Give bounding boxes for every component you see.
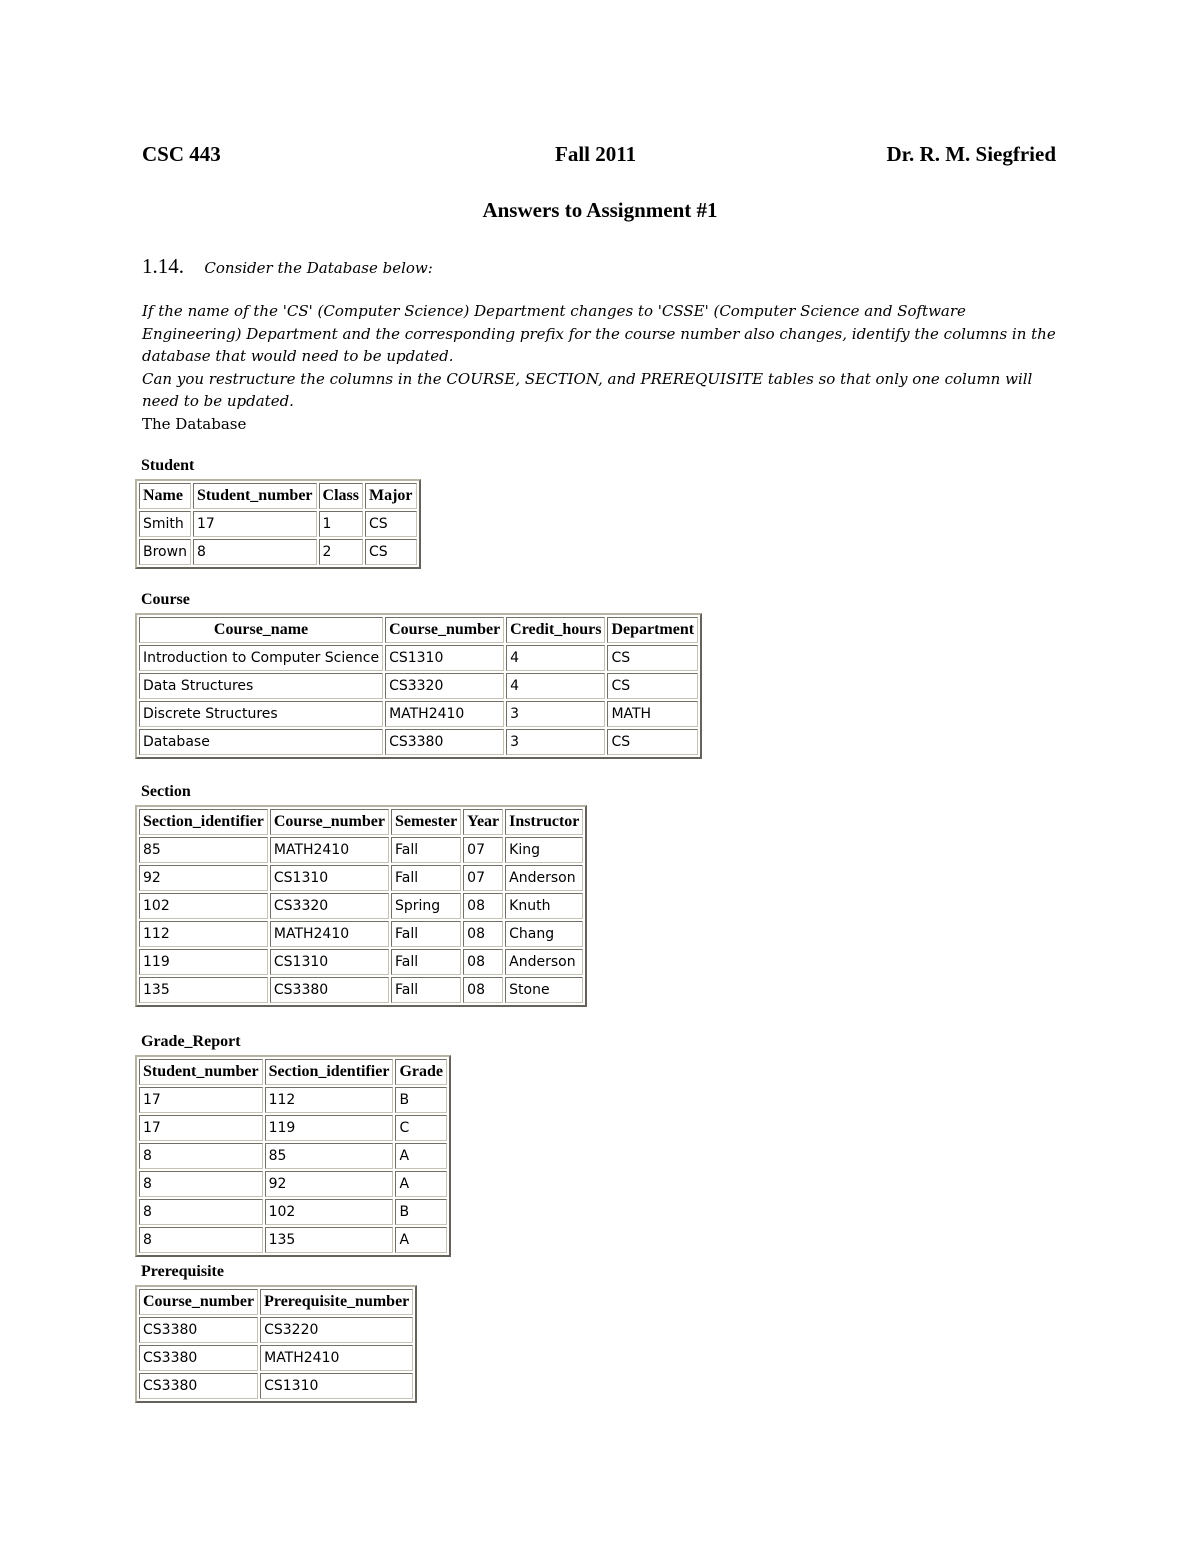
table-cell: C <box>395 1115 447 1141</box>
table-cell: CS <box>365 539 417 565</box>
table-cell: King <box>505 837 583 863</box>
prerequisite-table-label: Prerequisite <box>141 1263 224 1280</box>
table-row <box>139 645 698 671</box>
column-header: Section_identifier <box>139 809 268 835</box>
table-cell: 119 <box>265 1115 394 1141</box>
table-row <box>139 701 698 727</box>
column-header: Student_number <box>139 1059 263 1085</box>
table-cell: Spring <box>391 893 461 919</box>
column-header: Course_number <box>270 809 389 835</box>
column-header: Semester <box>391 809 461 835</box>
table-cell: 119 <box>139 949 268 975</box>
table-cell: CS <box>607 645 698 671</box>
table-cell: 4 <box>506 673 605 699</box>
table-cell: 1 <box>319 511 363 537</box>
column-header: Course_name <box>139 617 383 643</box>
table-cell: A <box>395 1227 447 1253</box>
column-header: Department <box>607 617 698 643</box>
table-cell: Fall <box>391 977 461 1003</box>
table-cell: Knuth <box>505 893 583 919</box>
table-cell: Fall <box>391 921 461 947</box>
table-row <box>139 1227 447 1253</box>
course-table <box>135 613 702 759</box>
table-cell: MATH2410 <box>385 701 504 727</box>
table-row <box>139 977 583 1003</box>
table-cell: 17 <box>193 511 317 537</box>
table-cell: 112 <box>139 921 268 947</box>
table-row <box>139 1373 413 1399</box>
column-header: Credit_hours <box>506 617 605 643</box>
student-table-label: Student <box>141 457 195 474</box>
table-cell: CS3380 <box>139 1345 258 1371</box>
column-header: Name <box>139 483 191 509</box>
column-header: Student_number <box>193 483 317 509</box>
student-table <box>135 479 421 569</box>
table-header-row <box>139 1059 447 1085</box>
term: Fall 2011 <box>555 142 637 166</box>
table-header-row <box>139 483 417 509</box>
grade-report-table-label: Grade_Report <box>141 1033 241 1050</box>
table-cell: B <box>395 1199 447 1225</box>
table-cell: Anderson <box>505 949 583 975</box>
table-cell: CS3380 <box>270 977 389 1003</box>
table-cell: 08 <box>463 893 503 919</box>
table-cell: 07 <box>463 865 503 891</box>
table-cell: CS1310 <box>270 865 389 891</box>
table-row <box>139 539 417 565</box>
table-cell: Fall <box>391 865 461 891</box>
table-cell: CS1310 <box>270 949 389 975</box>
grade-report-table <box>135 1055 451 1257</box>
table-cell: Fall <box>391 837 461 863</box>
table-cell: 8 <box>139 1199 263 1225</box>
question-line <box>142 254 433 279</box>
table-cell: 8 <box>139 1227 263 1253</box>
table-cell: Fall <box>391 949 461 975</box>
table-header-row <box>139 1289 413 1315</box>
table-cell: 8 <box>193 539 317 565</box>
table-cell: CS3380 <box>139 1317 258 1343</box>
question-paragraph-2: Can you restructure the columns in the COURSE, SECTION, and PREREQUISITE tables so that only one column will need to be updated. <box>142 369 1033 410</box>
question-number: 1.14. <box>142 254 184 278</box>
table-row <box>139 1143 447 1169</box>
table-cell: CS3380 <box>385 729 504 755</box>
table-row <box>139 1317 413 1343</box>
table-cell: 102 <box>139 893 268 919</box>
table-cell: Stone <box>505 977 583 1003</box>
table-cell: CS <box>607 673 698 699</box>
table-cell: 3 <box>506 701 605 727</box>
table-cell: 8 <box>139 1143 263 1169</box>
instructor-name: Dr. R. M. Siegfried <box>886 142 1056 166</box>
table-cell: 17 <box>139 1115 263 1141</box>
table-cell: 8 <box>139 1171 263 1197</box>
question-paragraph-1: If the name of the 'CS' (Computer Science) Department changes to 'CSSE' (Computer Science and Software Engineering) Department and the corresponding prefix for the course number also changes, identify the columns in the database that would need to be updated. <box>142 302 1056 365</box>
table-cell: CS3320 <box>385 673 504 699</box>
table-cell: CS3320 <box>270 893 389 919</box>
table-row <box>139 729 698 755</box>
column-header: Course_number <box>139 1289 258 1315</box>
table-cell: A <box>395 1171 447 1197</box>
table-cell: 85 <box>265 1143 394 1169</box>
table-cell: 2 <box>319 539 363 565</box>
table-cell: 17 <box>139 1087 263 1113</box>
table-cell: CS1310 <box>260 1373 413 1399</box>
section-table <box>135 805 587 1007</box>
table-cell: 112 <box>265 1087 394 1113</box>
table-row <box>139 837 583 863</box>
table-row <box>139 511 417 537</box>
table-cell: 135 <box>139 977 268 1003</box>
table-cell: 08 <box>463 921 503 947</box>
table-cell: Smith <box>139 511 191 537</box>
table-cell: Discrete Structures <box>139 701 383 727</box>
table-row <box>139 1115 447 1141</box>
table-row <box>139 1199 447 1225</box>
table-cell: 07 <box>463 837 503 863</box>
column-header: Prerequisite_number <box>260 1289 413 1315</box>
table-row <box>139 1087 447 1113</box>
table-cell: CS <box>365 511 417 537</box>
table-cell: Anderson <box>505 865 583 891</box>
column-header: Section_identifier <box>265 1059 394 1085</box>
table-cell: A <box>395 1143 447 1169</box>
column-header: Year <box>463 809 503 835</box>
table-cell: CS3380 <box>139 1373 258 1399</box>
database-intro: The Database <box>142 414 247 433</box>
page-title: Answers to Assignment #1 <box>482 198 718 222</box>
table-cell: 102 <box>265 1199 394 1225</box>
table-row <box>139 949 583 975</box>
table-row <box>139 1171 447 1197</box>
question-body <box>142 300 1062 435</box>
table-cell: Introduction to Computer Science <box>139 645 383 671</box>
table-cell: CS3220 <box>260 1317 413 1343</box>
course-table-label: Course <box>141 591 190 608</box>
course-code: CSC 443 <box>142 142 221 166</box>
section-table-label: Section <box>141 783 191 800</box>
column-header: Major <box>365 483 417 509</box>
column-header: Grade <box>395 1059 447 1085</box>
table-cell: 08 <box>463 949 503 975</box>
table-row <box>139 893 583 919</box>
table-header-row <box>139 617 698 643</box>
column-header: Class <box>319 483 363 509</box>
table-cell: MATH2410 <box>270 837 389 863</box>
table-header-row <box>139 809 583 835</box>
column-header: Course_number <box>385 617 504 643</box>
table-cell: CS <box>607 729 698 755</box>
table-row <box>139 865 583 891</box>
table-cell: 92 <box>139 865 268 891</box>
table-cell: 08 <box>463 977 503 1003</box>
table-cell: CS1310 <box>385 645 504 671</box>
question-prompt: Consider the Database below: <box>204 259 433 277</box>
table-cell: MATH <box>607 701 698 727</box>
column-header: Instructor <box>505 809 583 835</box>
table-cell: Data Structures <box>139 673 383 699</box>
table-cell: 85 <box>139 837 268 863</box>
table-cell: B <box>395 1087 447 1113</box>
table-cell: 92 <box>265 1171 394 1197</box>
table-cell: MATH2410 <box>270 921 389 947</box>
table-row <box>139 673 698 699</box>
table-row <box>139 921 583 947</box>
prerequisite-table <box>135 1285 417 1403</box>
table-cell: MATH2410 <box>260 1345 413 1371</box>
table-row <box>139 1345 413 1371</box>
table-cell: 4 <box>506 645 605 671</box>
table-cell: 3 <box>506 729 605 755</box>
table-cell: Database <box>139 729 383 755</box>
table-cell: Chang <box>505 921 583 947</box>
table-cell: Brown <box>139 539 191 565</box>
table-cell: 135 <box>265 1227 394 1253</box>
